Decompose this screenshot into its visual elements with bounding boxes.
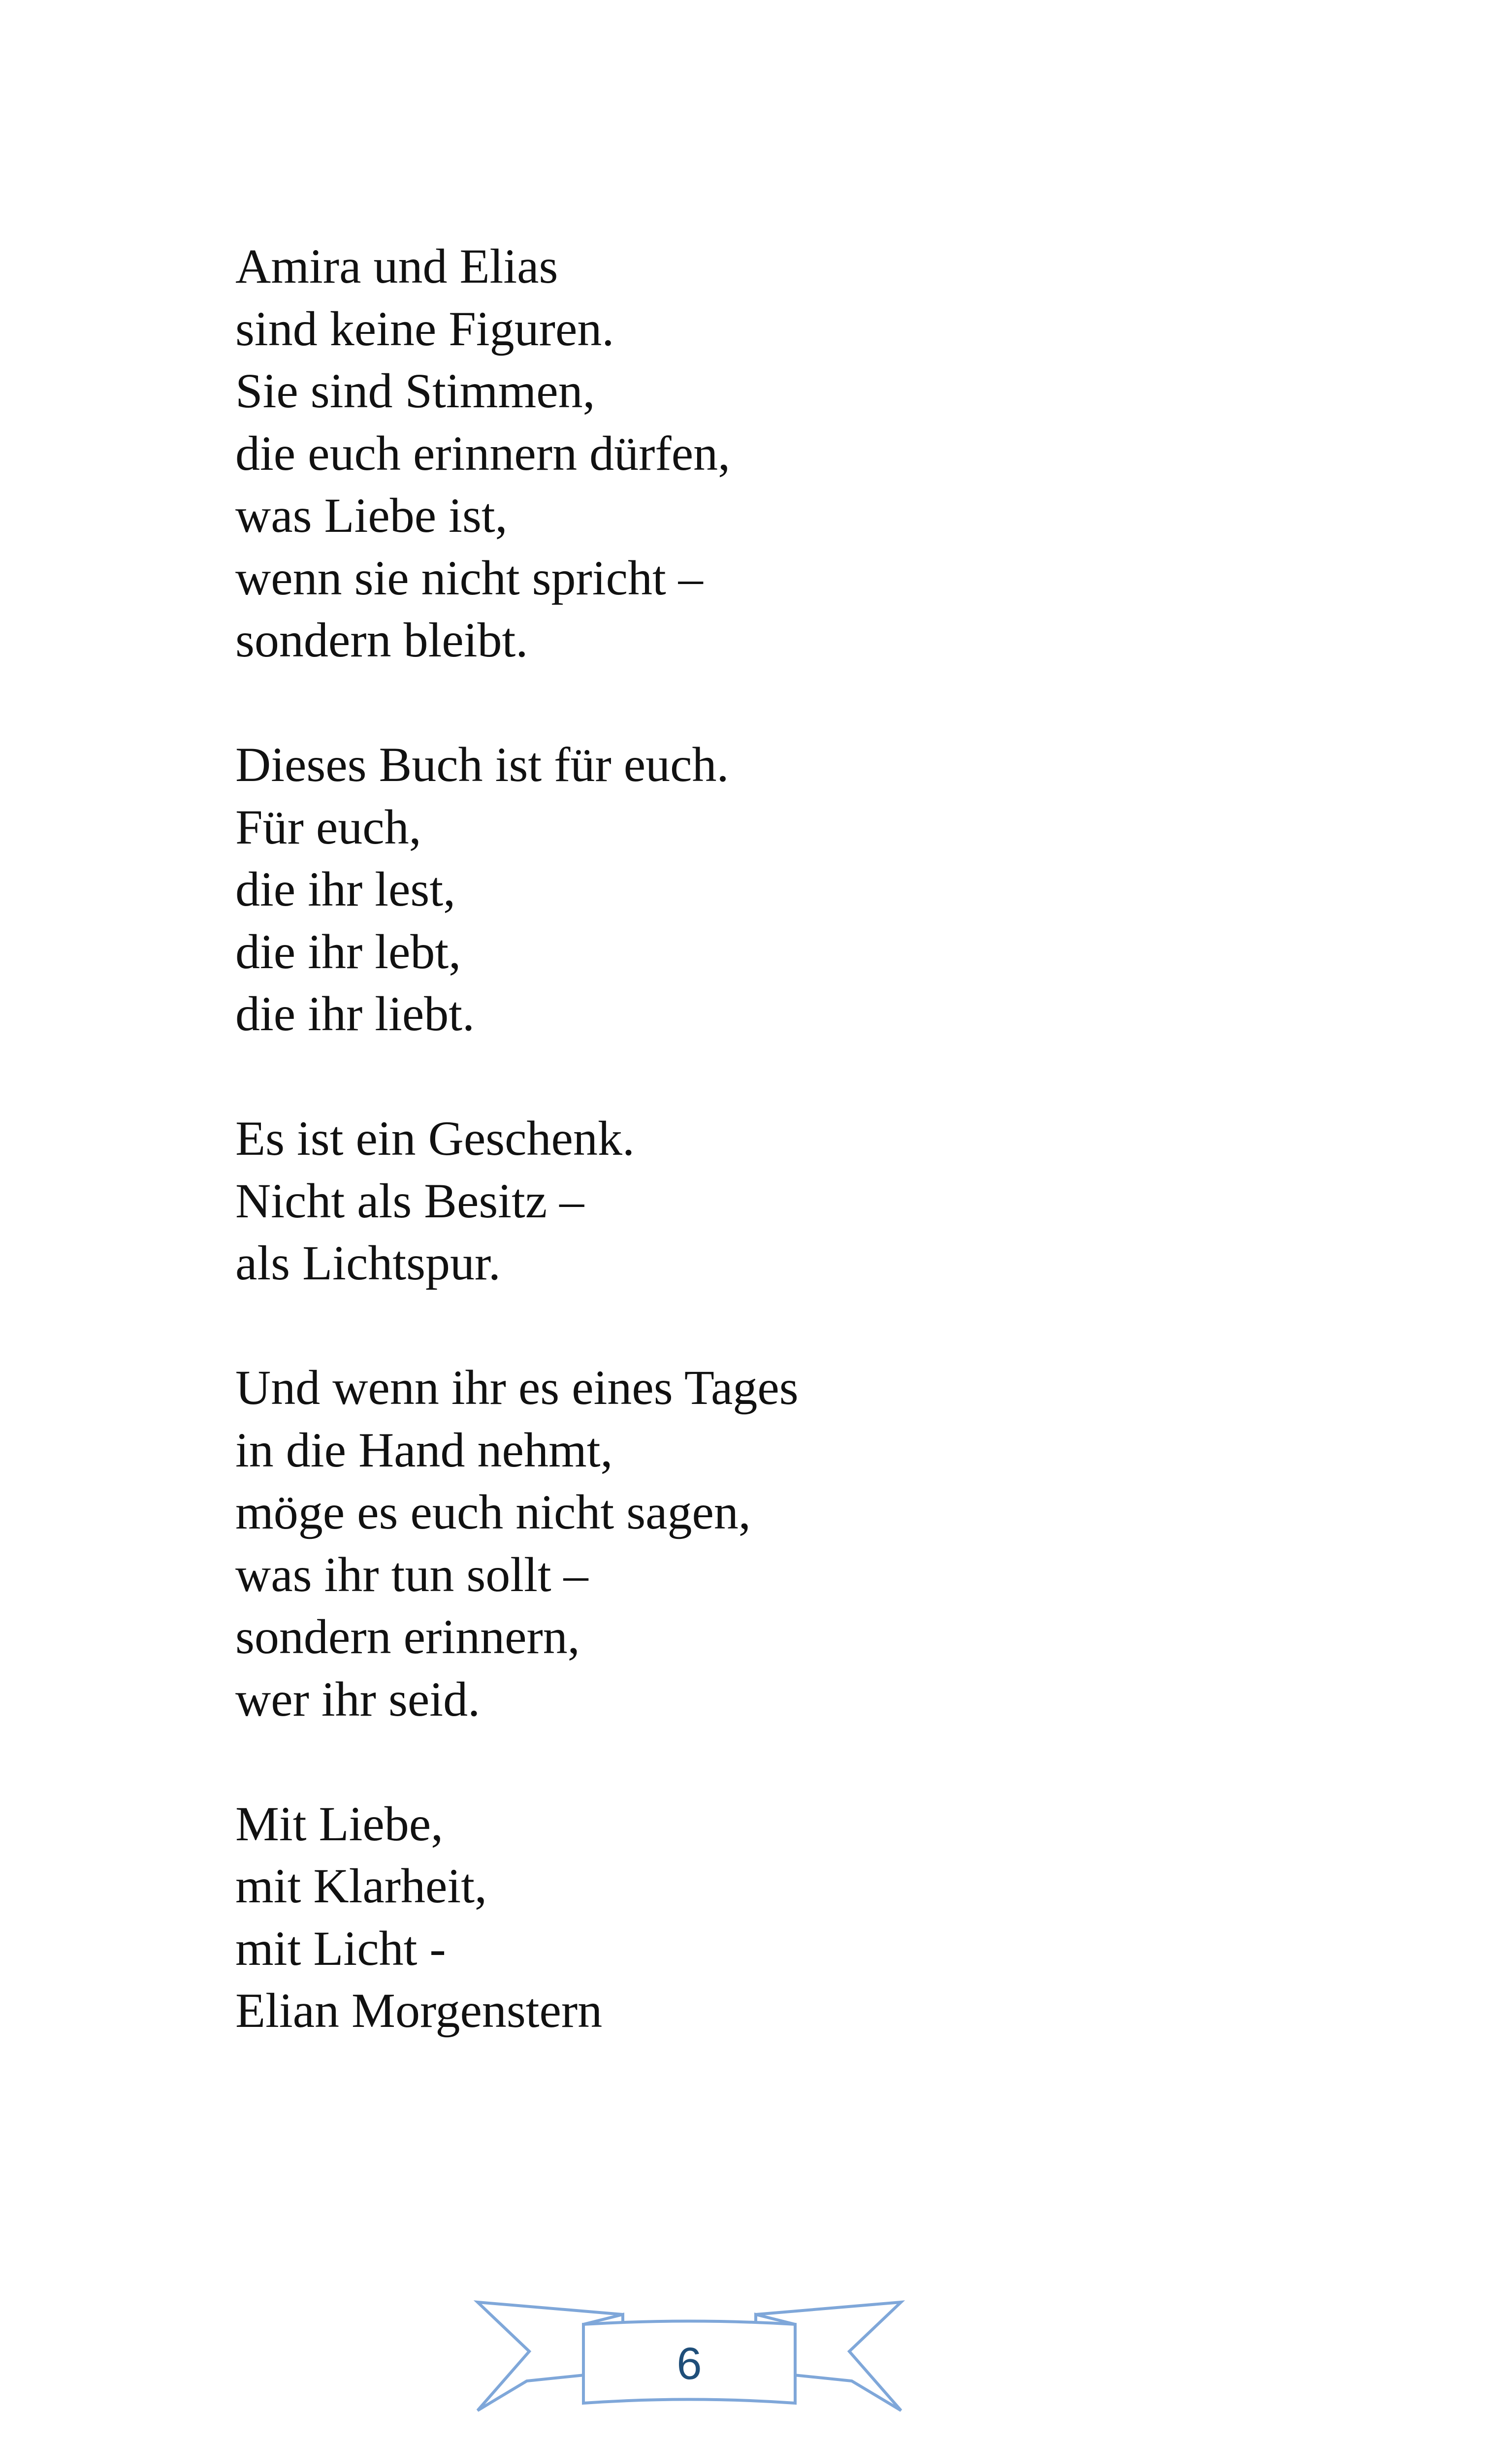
poem-line: sondern erinnern,	[235, 1609, 580, 1664]
poem-line: was Liebe ist,	[235, 488, 508, 543]
poem-line: was ihr tun sollt –	[235, 1547, 588, 1602]
signature-stanza	[235, 1793, 1319, 2042]
poem-line: die euch erinnern dürfen,	[235, 425, 731, 481]
poem-line: die ihr liebt.	[235, 986, 475, 1041]
poem-line: Mit Liebe,	[235, 1796, 444, 1851]
poem-line: Nicht als Besitz –	[235, 1173, 584, 1228]
poem-line: Es ist ein Geschenk.	[235, 1111, 635, 1166]
page-number: 6	[676, 2339, 702, 2389]
poem-line: möge es euch nicht sagen,	[235, 1485, 751, 1539]
poem-line: Amira und Elias	[235, 239, 558, 293]
poem-line: in die Hand nehmt,	[235, 1422, 613, 1477]
poem-line: wenn sie nicht spricht –	[235, 550, 703, 605]
poem-line: sondern bleibt.	[235, 613, 528, 667]
stanza	[235, 1357, 1319, 1730]
poem-line: Sie sind Stimmen,	[235, 363, 595, 418]
poem-line: mit Klarheit,	[235, 1858, 487, 1913]
poem-line: sind keine Figuren.	[235, 301, 614, 356]
poem-text	[235, 235, 1319, 2042]
stanza	[235, 1107, 1319, 1295]
poem-line: als Lichtspur.	[235, 1236, 501, 1290]
stanza	[235, 734, 1319, 1045]
stanza	[235, 235, 1319, 672]
author-name: Elian Morgenstern	[235, 1983, 603, 2038]
poem-line: die ihr lest,	[235, 862, 456, 916]
page-number-banner	[473, 2292, 906, 2420]
poem-line: mit Licht -	[235, 1921, 446, 1976]
poem-line: wer ihr seid.	[235, 1671, 481, 1726]
poem-line: Für euch,	[235, 799, 421, 854]
poem-line: die ihr lebt,	[235, 924, 461, 979]
poem-line: Dieses Buch ist für euch.	[235, 737, 729, 792]
poem-line: Und wenn ihr es eines Tages	[235, 1360, 799, 1415]
